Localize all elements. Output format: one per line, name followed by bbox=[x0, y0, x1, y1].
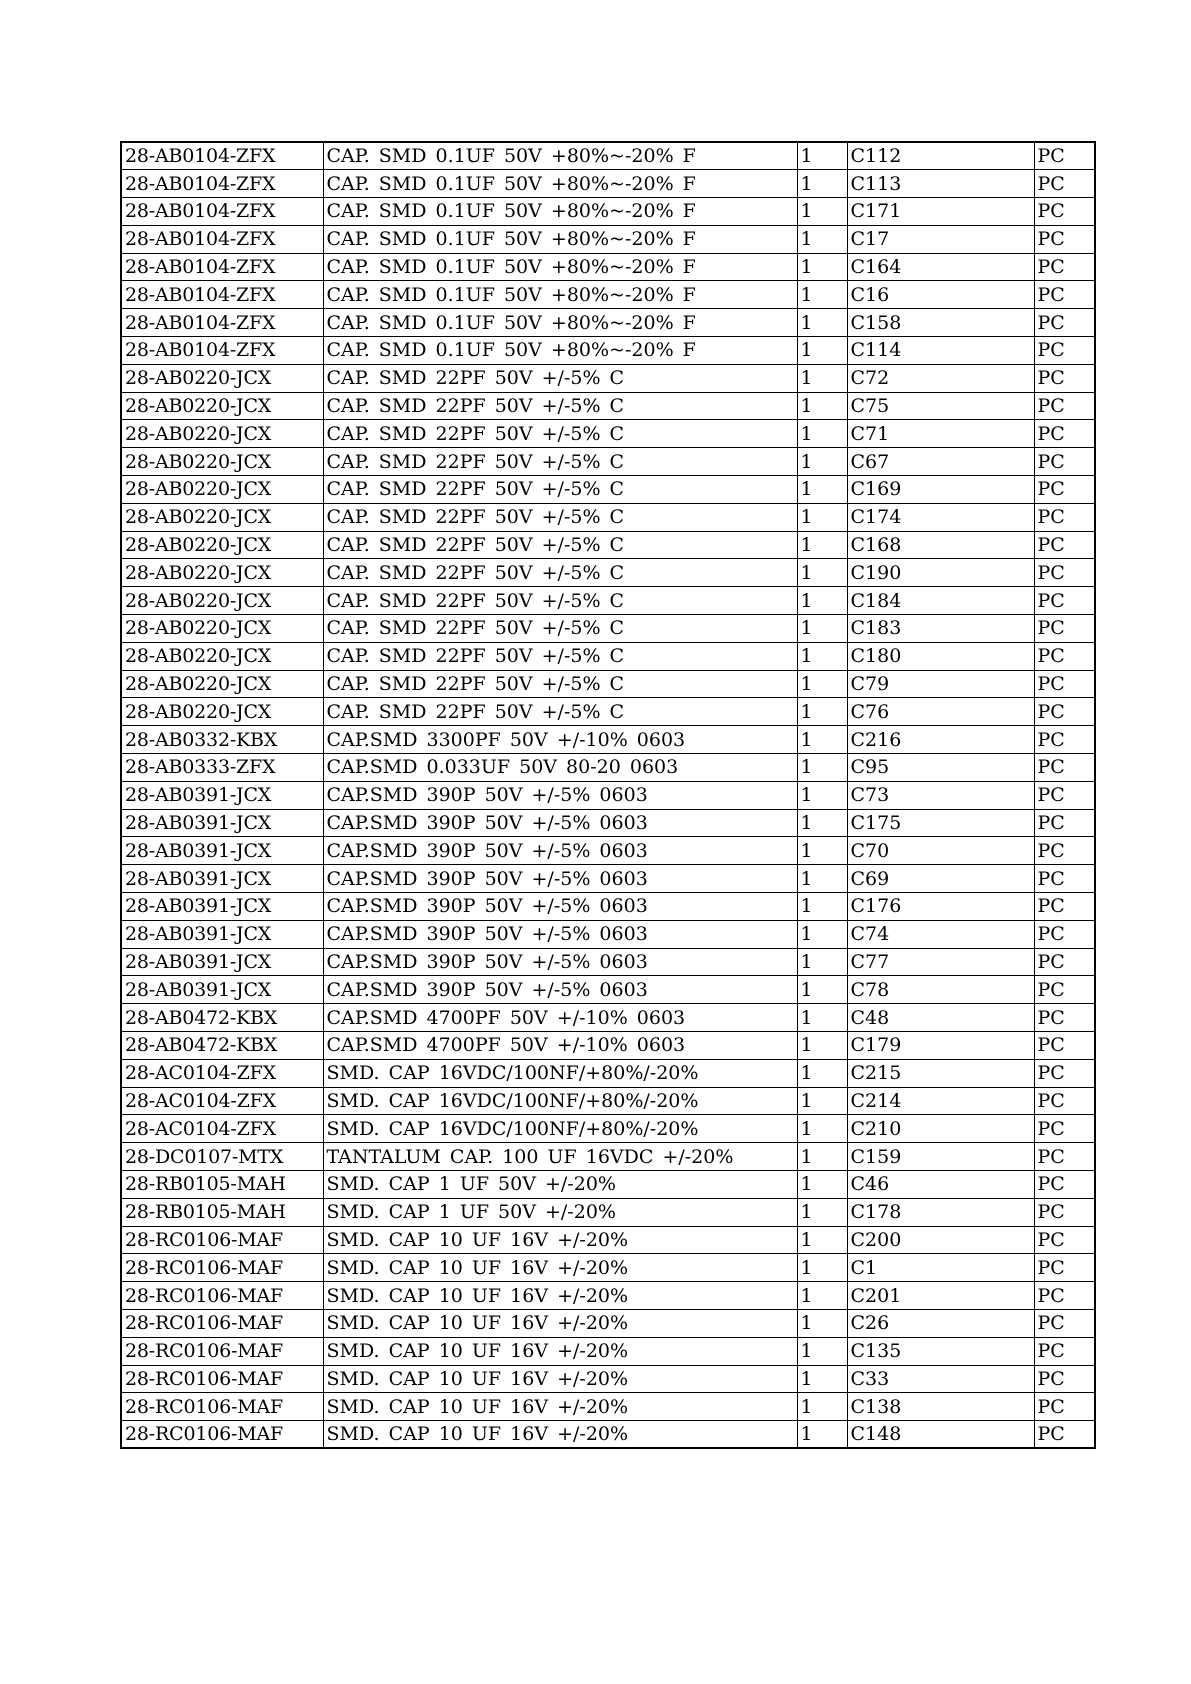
table-row bbox=[121, 948, 1095, 976]
unit-cell: PC bbox=[1034, 1393, 1095, 1421]
description-cell: CAP.SMD 390P 50V +/-5% 0603 bbox=[323, 976, 797, 1004]
description-cell: SMD. CAP 10 UF 16V +/-20% bbox=[323, 1365, 797, 1393]
description-cell: CAP. SMD 0.1UF 50V +80%~-20% F bbox=[323, 225, 797, 253]
description-cell: CAP.SMD 390P 50V +/-5% 0603 bbox=[323, 809, 797, 837]
quantity-cell: 1 bbox=[797, 615, 847, 643]
quantity-cell: 1 bbox=[797, 309, 847, 337]
reference-designator-cell: C168 bbox=[847, 531, 1034, 559]
quantity-cell: 1 bbox=[797, 1087, 847, 1115]
part-number-cell: 28-AB0104-ZFX bbox=[121, 253, 323, 281]
table-row bbox=[121, 837, 1095, 865]
description-cell: CAP. SMD 0.1UF 50V +80%~-20% F bbox=[323, 142, 797, 170]
table-row bbox=[121, 976, 1095, 1004]
description-cell: SMD. CAP 16VDC/100NF/+80%/-20% bbox=[323, 1115, 797, 1143]
quantity-cell: 1 bbox=[797, 253, 847, 281]
unit-cell: PC bbox=[1034, 170, 1095, 198]
table-row bbox=[121, 503, 1095, 531]
part-number-cell: 28-AB0220-JCX bbox=[121, 503, 323, 531]
part-number-cell: 28-RC0106-MAF bbox=[121, 1421, 323, 1449]
part-number-cell: 28-RB0105-MAH bbox=[121, 1170, 323, 1198]
unit-cell: PC bbox=[1034, 809, 1095, 837]
unit-cell: PC bbox=[1034, 837, 1095, 865]
part-number-cell: 28-AB0391-JCX bbox=[121, 865, 323, 893]
unit-cell: PC bbox=[1034, 1170, 1095, 1198]
quantity-cell: 1 bbox=[797, 1059, 847, 1087]
unit-cell: PC bbox=[1034, 865, 1095, 893]
quantity-cell: 1 bbox=[797, 1421, 847, 1449]
quantity-cell: 1 bbox=[797, 1032, 847, 1060]
part-number-cell: 28-AB0472-KBX bbox=[121, 1004, 323, 1032]
quantity-cell: 1 bbox=[797, 1337, 847, 1365]
description-cell: CAP. SMD 22PF 50V +/-5% C bbox=[323, 531, 797, 559]
quantity-cell: 1 bbox=[797, 1254, 847, 1282]
part-number-cell: 28-AB0391-JCX bbox=[121, 976, 323, 1004]
reference-designator-cell: C95 bbox=[847, 754, 1034, 782]
reference-designator-cell: C176 bbox=[847, 893, 1034, 921]
part-number-cell: 28-RC0106-MAF bbox=[121, 1309, 323, 1337]
part-number-cell: 28-AB0391-JCX bbox=[121, 893, 323, 921]
unit-cell: PC bbox=[1034, 698, 1095, 726]
quantity-cell: 1 bbox=[797, 1226, 847, 1254]
part-number-cell: 28-AB0104-ZFX bbox=[121, 281, 323, 309]
unit-cell: PC bbox=[1034, 781, 1095, 809]
table-row bbox=[121, 531, 1095, 559]
table-row bbox=[121, 1226, 1095, 1254]
part-number-cell: 28-DC0107-MTX bbox=[121, 1143, 323, 1171]
unit-cell: PC bbox=[1034, 1087, 1095, 1115]
reference-designator-cell: C201 bbox=[847, 1282, 1034, 1310]
quantity-cell: 1 bbox=[797, 364, 847, 392]
unit-cell: PC bbox=[1034, 476, 1095, 504]
unit-cell: PC bbox=[1034, 420, 1095, 448]
reference-designator-cell: C159 bbox=[847, 1143, 1034, 1171]
part-number-cell: 28-RC0106-MAF bbox=[121, 1226, 323, 1254]
description-cell: CAP. SMD 0.1UF 50V +80%~-20% F bbox=[323, 337, 797, 365]
part-number-cell: 28-AB0220-JCX bbox=[121, 670, 323, 698]
description-cell: SMD. CAP 16VDC/100NF/+80%/-20% bbox=[323, 1087, 797, 1115]
quantity-cell: 1 bbox=[797, 920, 847, 948]
unit-cell: PC bbox=[1034, 309, 1095, 337]
quantity-cell: 1 bbox=[797, 225, 847, 253]
quantity-cell: 1 bbox=[797, 392, 847, 420]
part-number-cell: 28-AB0220-JCX bbox=[121, 698, 323, 726]
quantity-cell: 1 bbox=[797, 1282, 847, 1310]
description-cell: CAP.SMD 390P 50V +/-5% 0603 bbox=[323, 837, 797, 865]
quantity-cell: 1 bbox=[797, 1393, 847, 1421]
part-number-cell: 28-RC0106-MAF bbox=[121, 1282, 323, 1310]
description-cell: CAP. SMD 22PF 50V +/-5% C bbox=[323, 615, 797, 643]
description-cell: CAP. SMD 0.1UF 50V +80%~-20% F bbox=[323, 170, 797, 198]
table-row bbox=[121, 1143, 1095, 1171]
part-number-cell: 28-AB0391-JCX bbox=[121, 837, 323, 865]
description-cell: SMD. CAP 10 UF 16V +/-20% bbox=[323, 1282, 797, 1310]
description-cell: CAP.SMD 390P 50V +/-5% 0603 bbox=[323, 948, 797, 976]
description-cell: CAP. SMD 22PF 50V +/-5% C bbox=[323, 448, 797, 476]
reference-designator-cell: C174 bbox=[847, 503, 1034, 531]
table-row bbox=[121, 420, 1095, 448]
table-row bbox=[121, 309, 1095, 337]
quantity-cell: 1 bbox=[797, 642, 847, 670]
quantity-cell: 1 bbox=[797, 1198, 847, 1226]
description-cell: SMD. CAP 1 UF 50V +/-20% bbox=[323, 1198, 797, 1226]
part-number-cell: 28-RC0106-MAF bbox=[121, 1393, 323, 1421]
part-number-cell: 28-AB0104-ZFX bbox=[121, 142, 323, 170]
part-number-cell: 28-RC0106-MAF bbox=[121, 1254, 323, 1282]
unit-cell: PC bbox=[1034, 392, 1095, 420]
part-number-cell: 28-AB0333-ZFX bbox=[121, 754, 323, 782]
table-row bbox=[121, 781, 1095, 809]
reference-designator-cell: C79 bbox=[847, 670, 1034, 698]
quantity-cell: 1 bbox=[797, 1365, 847, 1393]
quantity-cell: 1 bbox=[797, 837, 847, 865]
unit-cell: PC bbox=[1034, 503, 1095, 531]
quantity-cell: 1 bbox=[797, 531, 847, 559]
reference-designator-cell: C73 bbox=[847, 781, 1034, 809]
reference-designator-cell: C169 bbox=[847, 476, 1034, 504]
part-number-cell: 28-AB0104-ZFX bbox=[121, 198, 323, 226]
unit-cell: PC bbox=[1034, 1309, 1095, 1337]
unit-cell: PC bbox=[1034, 948, 1095, 976]
reference-designator-cell: C72 bbox=[847, 364, 1034, 392]
table-row bbox=[121, 1170, 1095, 1198]
table-row bbox=[121, 726, 1095, 754]
description-cell: CAP. SMD 0.1UF 50V +80%~-20% F bbox=[323, 281, 797, 309]
quantity-cell: 1 bbox=[797, 865, 847, 893]
part-number-cell: 28-AB0220-JCX bbox=[121, 476, 323, 504]
unit-cell: PC bbox=[1034, 754, 1095, 782]
reference-designator-cell: C214 bbox=[847, 1087, 1034, 1115]
part-number-cell: 28-AB0391-JCX bbox=[121, 920, 323, 948]
description-cell: CAP. SMD 22PF 50V +/-5% C bbox=[323, 642, 797, 670]
unit-cell: PC bbox=[1034, 1198, 1095, 1226]
reference-designator-cell: C69 bbox=[847, 865, 1034, 893]
unit-cell: PC bbox=[1034, 1059, 1095, 1087]
unit-cell: PC bbox=[1034, 642, 1095, 670]
part-number-cell: 28-AB0391-JCX bbox=[121, 809, 323, 837]
reference-designator-cell: C114 bbox=[847, 337, 1034, 365]
table-row bbox=[121, 587, 1095, 615]
table-row bbox=[121, 1282, 1095, 1310]
unit-cell: PC bbox=[1034, 1143, 1095, 1171]
table-row bbox=[121, 253, 1095, 281]
table-row bbox=[121, 337, 1095, 365]
description-cell: CAP. SMD 22PF 50V +/-5% C bbox=[323, 364, 797, 392]
unit-cell: PC bbox=[1034, 893, 1095, 921]
table-row bbox=[121, 1115, 1095, 1143]
description-cell: CAP.SMD 3300PF 50V +/-10% 0603 bbox=[323, 726, 797, 754]
unit-cell: PC bbox=[1034, 1115, 1095, 1143]
quantity-cell: 1 bbox=[797, 281, 847, 309]
unit-cell: PC bbox=[1034, 337, 1095, 365]
part-number-cell: 28-AC0104-ZFX bbox=[121, 1087, 323, 1115]
table-row bbox=[121, 364, 1095, 392]
table-row bbox=[121, 559, 1095, 587]
reference-designator-cell: C164 bbox=[847, 253, 1034, 281]
description-cell: SMD. CAP 10 UF 16V +/-20% bbox=[323, 1254, 797, 1282]
reference-designator-cell: C180 bbox=[847, 642, 1034, 670]
quantity-cell: 1 bbox=[797, 976, 847, 1004]
reference-designator-cell: C178 bbox=[847, 1198, 1034, 1226]
unit-cell: PC bbox=[1034, 1421, 1095, 1449]
quantity-cell: 1 bbox=[797, 337, 847, 365]
reference-designator-cell: C113 bbox=[847, 170, 1034, 198]
reference-designator-cell: C171 bbox=[847, 198, 1034, 226]
reference-designator-cell: C74 bbox=[847, 920, 1034, 948]
unit-cell: PC bbox=[1034, 587, 1095, 615]
reference-designator-cell: C210 bbox=[847, 1115, 1034, 1143]
unit-cell: PC bbox=[1034, 1282, 1095, 1310]
description-cell: CAP. SMD 0.1UF 50V +80%~-20% F bbox=[323, 198, 797, 226]
description-cell: CAP.SMD 390P 50V +/-5% 0603 bbox=[323, 893, 797, 921]
description-cell: CAP. SMD 0.1UF 50V +80%~-20% F bbox=[323, 309, 797, 337]
table-row bbox=[121, 1337, 1095, 1365]
unit-cell: PC bbox=[1034, 448, 1095, 476]
description-cell: CAP.SMD 390P 50V +/-5% 0603 bbox=[323, 920, 797, 948]
reference-designator-cell: C184 bbox=[847, 587, 1034, 615]
reference-designator-cell: C33 bbox=[847, 1365, 1034, 1393]
unit-cell: PC bbox=[1034, 976, 1095, 1004]
description-cell: CAP. SMD 22PF 50V +/-5% C bbox=[323, 420, 797, 448]
reference-designator-cell: C77 bbox=[847, 948, 1034, 976]
description-cell: CAP. SMD 0.1UF 50V +80%~-20% F bbox=[323, 253, 797, 281]
table-row bbox=[121, 1365, 1095, 1393]
description-cell: SMD. CAP 16VDC/100NF/+80%/-20% bbox=[323, 1059, 797, 1087]
part-number-cell: 28-RC0106-MAF bbox=[121, 1337, 323, 1365]
table-row bbox=[121, 865, 1095, 893]
bom-table-body bbox=[121, 142, 1095, 1448]
part-number-cell: 28-AB0220-JCX bbox=[121, 392, 323, 420]
description-cell: SMD. CAP 10 UF 16V +/-20% bbox=[323, 1309, 797, 1337]
table-row bbox=[121, 1254, 1095, 1282]
reference-designator-cell: C200 bbox=[847, 1226, 1034, 1254]
unit-cell: PC bbox=[1034, 281, 1095, 309]
quantity-cell: 1 bbox=[797, 1004, 847, 1032]
part-number-cell: 28-AB0104-ZFX bbox=[121, 225, 323, 253]
part-number-cell: 28-AB0104-ZFX bbox=[121, 337, 323, 365]
quantity-cell: 1 bbox=[797, 698, 847, 726]
description-cell: SMD. CAP 10 UF 16V +/-20% bbox=[323, 1226, 797, 1254]
part-number-cell: 28-AB0220-JCX bbox=[121, 615, 323, 643]
quantity-cell: 1 bbox=[797, 503, 847, 531]
quantity-cell: 1 bbox=[797, 198, 847, 226]
unit-cell: PC bbox=[1034, 1032, 1095, 1060]
quantity-cell: 1 bbox=[797, 726, 847, 754]
part-number-cell: 28-AB0220-JCX bbox=[121, 364, 323, 392]
part-number-cell: 28-AB0220-JCX bbox=[121, 531, 323, 559]
part-number-cell: 28-AB0220-JCX bbox=[121, 420, 323, 448]
description-cell: CAP. SMD 22PF 50V +/-5% C bbox=[323, 392, 797, 420]
table-row bbox=[121, 1421, 1095, 1449]
reference-designator-cell: C76 bbox=[847, 698, 1034, 726]
part-number-cell: 28-RB0105-MAH bbox=[121, 1198, 323, 1226]
description-cell: SMD. CAP 10 UF 16V +/-20% bbox=[323, 1337, 797, 1365]
table-row bbox=[121, 1059, 1095, 1087]
part-number-cell: 28-AB0104-ZFX bbox=[121, 170, 323, 198]
unit-cell: PC bbox=[1034, 253, 1095, 281]
reference-designator-cell: C158 bbox=[847, 309, 1034, 337]
quantity-cell: 1 bbox=[797, 670, 847, 698]
quantity-cell: 1 bbox=[797, 448, 847, 476]
unit-cell: PC bbox=[1034, 920, 1095, 948]
table-row bbox=[121, 1087, 1095, 1115]
description-cell: CAP. SMD 22PF 50V +/-5% C bbox=[323, 587, 797, 615]
quantity-cell: 1 bbox=[797, 559, 847, 587]
table-row bbox=[121, 893, 1095, 921]
reference-designator-cell: C48 bbox=[847, 1004, 1034, 1032]
reference-designator-cell: C215 bbox=[847, 1059, 1034, 1087]
table-row bbox=[121, 642, 1095, 670]
description-cell: CAP.SMD 390P 50V +/-5% 0603 bbox=[323, 781, 797, 809]
reference-designator-cell: C26 bbox=[847, 1309, 1034, 1337]
reference-designator-cell: C138 bbox=[847, 1393, 1034, 1421]
unit-cell: PC bbox=[1034, 1004, 1095, 1032]
unit-cell: PC bbox=[1034, 615, 1095, 643]
table-row bbox=[121, 476, 1095, 504]
quantity-cell: 1 bbox=[797, 1143, 847, 1171]
quantity-cell: 1 bbox=[797, 587, 847, 615]
description-cell: CAP.SMD 0.033UF 50V 80-20 0603 bbox=[323, 754, 797, 782]
quantity-cell: 1 bbox=[797, 781, 847, 809]
reference-designator-cell: C75 bbox=[847, 392, 1034, 420]
part-number-cell: 28-AB0332-KBX bbox=[121, 726, 323, 754]
reference-designator-cell: C16 bbox=[847, 281, 1034, 309]
quantity-cell: 1 bbox=[797, 420, 847, 448]
quantity-cell: 1 bbox=[797, 754, 847, 782]
unit-cell: PC bbox=[1034, 364, 1095, 392]
part-number-cell: 28-AB0220-JCX bbox=[121, 559, 323, 587]
part-number-cell: 28-AC0104-ZFX bbox=[121, 1059, 323, 1087]
unit-cell: PC bbox=[1034, 726, 1095, 754]
description-cell: CAP. SMD 22PF 50V +/-5% C bbox=[323, 670, 797, 698]
reference-designator-cell: C1 bbox=[847, 1254, 1034, 1282]
part-number-cell: 28-AC0104-ZFX bbox=[121, 1115, 323, 1143]
table-row bbox=[121, 1004, 1095, 1032]
reference-designator-cell: C135 bbox=[847, 1337, 1034, 1365]
table-row bbox=[121, 281, 1095, 309]
table-row bbox=[121, 754, 1095, 782]
description-cell: CAP. SMD 22PF 50V +/-5% C bbox=[323, 503, 797, 531]
quantity-cell: 1 bbox=[797, 170, 847, 198]
table-row bbox=[121, 1393, 1095, 1421]
part-number-cell: 28-AB0472-KBX bbox=[121, 1032, 323, 1060]
description-cell: TANTALUM CAP. 100 UF 16VDC +/-20% bbox=[323, 1143, 797, 1171]
reference-designator-cell: C67 bbox=[847, 448, 1034, 476]
reference-designator-cell: C175 bbox=[847, 809, 1034, 837]
quantity-cell: 1 bbox=[797, 809, 847, 837]
table-row bbox=[121, 1032, 1095, 1060]
table-row bbox=[121, 142, 1095, 170]
description-cell: CAP.SMD 4700PF 50V +/-10% 0603 bbox=[323, 1032, 797, 1060]
quantity-cell: 1 bbox=[797, 1170, 847, 1198]
table-row bbox=[121, 198, 1095, 226]
description-cell: SMD. CAP 1 UF 50V +/-20% bbox=[323, 1170, 797, 1198]
description-cell: SMD. CAP 10 UF 16V +/-20% bbox=[323, 1393, 797, 1421]
quantity-cell: 1 bbox=[797, 948, 847, 976]
bom-table bbox=[120, 141, 1096, 1449]
table-row bbox=[121, 615, 1095, 643]
part-number-cell: 28-AB0220-JCX bbox=[121, 587, 323, 615]
unit-cell: PC bbox=[1034, 1226, 1095, 1254]
unit-cell: PC bbox=[1034, 142, 1095, 170]
part-number-cell: 28-AB0104-ZFX bbox=[121, 309, 323, 337]
table-row bbox=[121, 225, 1095, 253]
reference-designator-cell: C148 bbox=[847, 1421, 1034, 1449]
unit-cell: PC bbox=[1034, 225, 1095, 253]
reference-designator-cell: C190 bbox=[847, 559, 1034, 587]
table-row bbox=[121, 920, 1095, 948]
table-row bbox=[121, 1198, 1095, 1226]
unit-cell: PC bbox=[1034, 531, 1095, 559]
description-cell: CAP. SMD 22PF 50V +/-5% C bbox=[323, 698, 797, 726]
part-number-cell: 28-AB0220-JCX bbox=[121, 448, 323, 476]
unit-cell: PC bbox=[1034, 1337, 1095, 1365]
reference-designator-cell: C71 bbox=[847, 420, 1034, 448]
table-row bbox=[121, 392, 1095, 420]
quantity-cell: 1 bbox=[797, 476, 847, 504]
reference-designator-cell: C179 bbox=[847, 1032, 1034, 1060]
reference-designator-cell: C216 bbox=[847, 726, 1034, 754]
part-number-cell: 28-RC0106-MAF bbox=[121, 1365, 323, 1393]
unit-cell: PC bbox=[1034, 1365, 1095, 1393]
table-row bbox=[121, 670, 1095, 698]
part-number-cell: 28-AB0391-JCX bbox=[121, 781, 323, 809]
description-cell: SMD. CAP 10 UF 16V +/-20% bbox=[323, 1421, 797, 1449]
unit-cell: PC bbox=[1034, 559, 1095, 587]
part-number-cell: 28-AB0220-JCX bbox=[121, 642, 323, 670]
quantity-cell: 1 bbox=[797, 1115, 847, 1143]
part-number-cell: 28-AB0391-JCX bbox=[121, 948, 323, 976]
table-row bbox=[121, 698, 1095, 726]
unit-cell: PC bbox=[1034, 198, 1095, 226]
reference-designator-cell: C78 bbox=[847, 976, 1034, 1004]
table-row bbox=[121, 809, 1095, 837]
description-cell: CAP.SMD 4700PF 50V +/-10% 0603 bbox=[323, 1004, 797, 1032]
reference-designator-cell: C183 bbox=[847, 615, 1034, 643]
table-row bbox=[121, 1309, 1095, 1337]
quantity-cell: 1 bbox=[797, 1309, 847, 1337]
description-cell: CAP.SMD 390P 50V +/-5% 0603 bbox=[323, 865, 797, 893]
table-row bbox=[121, 170, 1095, 198]
unit-cell: PC bbox=[1034, 1254, 1095, 1282]
reference-designator-cell: C17 bbox=[847, 225, 1034, 253]
description-cell: CAP. SMD 22PF 50V +/-5% C bbox=[323, 476, 797, 504]
table-row bbox=[121, 448, 1095, 476]
quantity-cell: 1 bbox=[797, 893, 847, 921]
reference-designator-cell: C70 bbox=[847, 837, 1034, 865]
reference-designator-cell: C46 bbox=[847, 1170, 1034, 1198]
unit-cell: PC bbox=[1034, 670, 1095, 698]
reference-designator-cell: C112 bbox=[847, 142, 1034, 170]
description-cell: CAP. SMD 22PF 50V +/-5% C bbox=[323, 559, 797, 587]
quantity-cell: 1 bbox=[797, 142, 847, 170]
